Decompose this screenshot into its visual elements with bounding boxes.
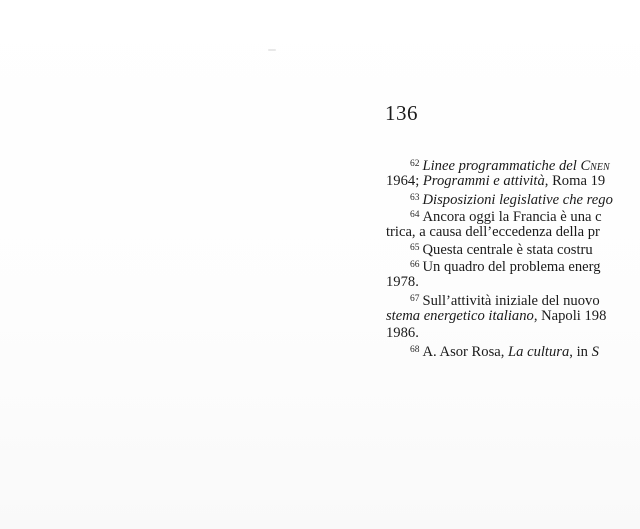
footnote <box>386 257 640 291</box>
footnote-line <box>386 240 640 257</box>
footnote-text: Ancora oggi la Francia è una c <box>422 208 602 225</box>
footnote-line <box>386 173 640 190</box>
footnote-number: 67 <box>410 294 420 305</box>
footnote-line <box>386 274 640 291</box>
footnote-text: Linee programmatiche del <box>422 158 581 174</box>
footnote-number: 64 <box>410 209 420 220</box>
footnote <box>386 291 640 342</box>
footnote-line <box>386 207 640 224</box>
footnote-number: 62 <box>410 159 420 169</box>
footnote-text: Cnen <box>580 158 610 174</box>
footnote-text: , in <box>569 343 592 360</box>
footnotes-block <box>386 156 640 359</box>
footnote-line <box>386 308 640 325</box>
footnote-text: A. Asor Rosa, <box>422 343 509 360</box>
footnote-text: La cultura <box>508 343 570 360</box>
footnote-text: 1964; <box>386 172 423 189</box>
footnote-number: 65 <box>410 243 420 254</box>
footnote-number: 63 <box>410 192 420 203</box>
footnote-line <box>386 325 640 342</box>
footnote-line <box>386 257 640 274</box>
footnote <box>386 240 640 257</box>
footnote-text: Disposizioni legislative che rego <box>422 191 613 208</box>
footnote-number: 66 <box>410 260 420 271</box>
footnote-text: 1978. <box>386 274 419 291</box>
footnote-text: , Napoli 198 <box>533 308 607 325</box>
footnote-text: , Roma 19 <box>544 172 606 189</box>
footnote-text: trica, a causa dell’eccedenza della pr <box>386 223 600 240</box>
footnote-text: 1986. <box>386 324 419 341</box>
footnote <box>386 190 640 207</box>
footnote-line <box>386 291 640 308</box>
footnote-line <box>386 156 640 173</box>
footnote-text: Programmi e attività <box>422 172 545 189</box>
footnote-text: Un quadro del problema energ <box>422 259 601 276</box>
footnote-text: Questa centrale è stata costru <box>422 242 593 259</box>
scan-speck <box>268 49 276 51</box>
footnote-number: 68 <box>410 344 420 355</box>
footnote-line <box>386 342 640 359</box>
page-number: 136 <box>385 101 418 125</box>
footnote-line <box>386 190 640 207</box>
footnote-text: Sull’attività iniziale del nuovo <box>422 293 600 310</box>
footnote-text: S <box>591 343 599 360</box>
footnote <box>386 207 640 241</box>
footnote <box>386 156 640 190</box>
footnote <box>386 342 640 359</box>
footnote-text: stema energetico italiano <box>386 308 534 325</box>
footnote-line <box>386 224 640 241</box>
